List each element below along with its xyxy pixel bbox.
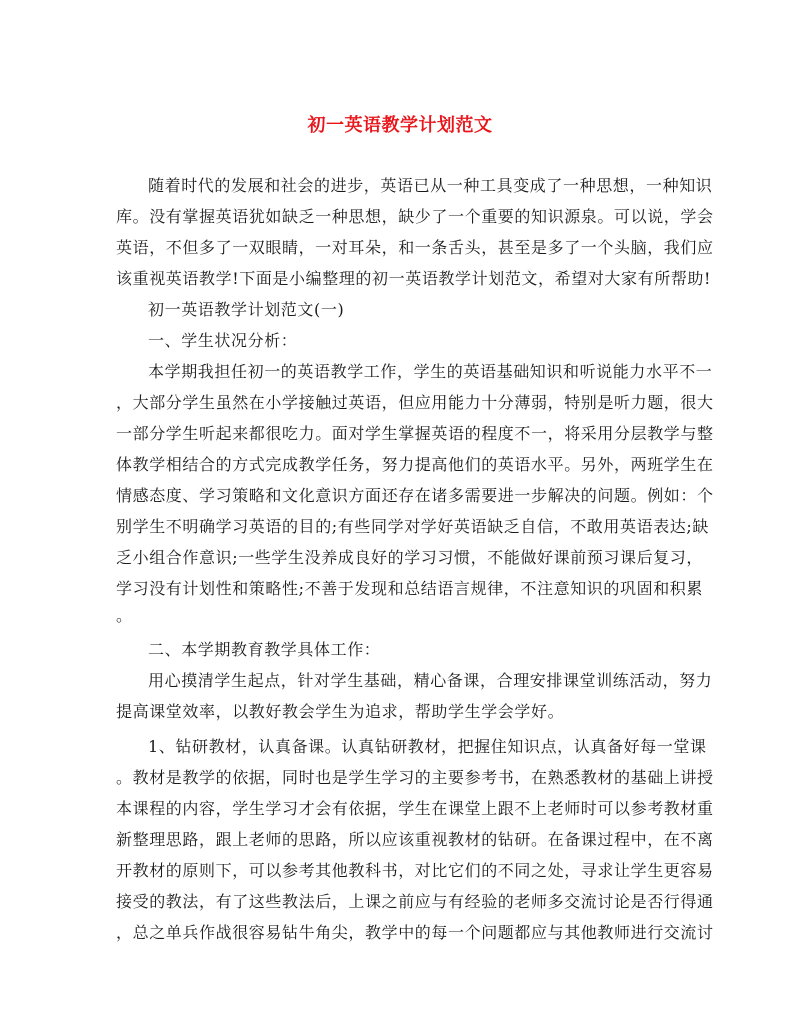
paragraph-line: 。教材是教学的依据，同时也是学生学习的主要参考书，在熟悉教材的基础上讲授 [116, 768, 714, 787]
paragraph-line: 乏小组合作意识;一些学生没养成良好的学习习惯，不能做好课前预习课后复习， [116, 548, 703, 567]
paragraph-line: 。 [116, 606, 133, 625]
paragraph-line: 1、钻研教材，认真备课。认真钻研教材，把握住知识点，认真备好每一堂课 [148, 737, 707, 756]
paragraph-line: ，大部分学生虽然在小学接触过英语，但应用能力十分薄弱，特别是听力题，很大 [116, 393, 714, 412]
paragraph-line: 情感态度、学习策略和文化意识方面还存在诸多需要进一步解决的问题。例如：个 [116, 486, 714, 505]
paragraph-line: 学习没有计划性和策略性;不善于发现和总结语言规律，不注意知识的巩固和积累 [116, 579, 703, 598]
paragraph-line: 用心摸清学生起点，针对学生基础，精心备课，合理安排课堂训练活动，努力 [148, 671, 713, 690]
paragraph-line: 本课程的内容，学生学习才会有依据，学生在课堂上跟不上老师时可以参考教材重 [116, 799, 714, 818]
paragraph-line: ，总之单兵作战很容易钻牛角尖，教学中的每一个问题都应与其他教师进行交流讨 [116, 923, 714, 942]
section-heading: 一、学生状况分析： [148, 331, 298, 350]
paragraph-line: 本学期我担任初一的英语教学工作，学生的英语基础知识和听说能力水平不一 [148, 362, 713, 381]
paragraph-line: 新整理思路，跟上老师的思路，所以应该重视教材的钻研。在备课过程中，在不离 [116, 830, 714, 849]
paragraph-line: 提高课堂效率，以教好教会学生为追求，帮助学生学会学好。 [116, 702, 565, 721]
paragraph-line: 开教材的原则下，可以参考其他教科书，对比它们的不同之处，寻求让学生更容易 [116, 861, 714, 880]
document-title: 初一英语教学计划范文 [307, 115, 493, 136]
paragraph-line: 体教学相结合的方式完成教学任务，努力提高他们的英语水平。另外，两班学生在 [116, 455, 714, 474]
paragraph-line: 随着时代的发展和社会的进步，英语已从一种工具变成了一种思想，一种知识 [148, 176, 713, 195]
section-heading: 初一英语教学计划范文(一) [148, 300, 345, 319]
paragraph-line: 接受的教法，有了这些教法后，上课之前应与有经验的老师多交流讨论是否行得通 [116, 892, 714, 911]
paragraph-line: 该重视英语教学!下面是小编整理的初一英语教学计划范文，希望对大家有所帮助! [116, 269, 712, 288]
paragraph-line: 库。没有掌握英语犹如缺乏一种思想，缺少了一个重要的知识源泉。可以说，学会 [116, 207, 714, 226]
paragraph-line: 英语，不但多了一双眼睛，一对耳朵，和一条舌头，甚至是多了一个头脑，我们应 [116, 238, 714, 257]
paragraph-line: 一部分学生听起来都很吃力。面对学生掌握英语的程度不一，将采用分层教学与整 [116, 424, 714, 443]
section-heading: 二、本学期教育教学具体工作： [148, 640, 381, 659]
paragraph-line: 别学生不明确学习英语的目的;有些同学对学好英语缺乏自信，不敢用英语表达;缺 [116, 517, 709, 536]
